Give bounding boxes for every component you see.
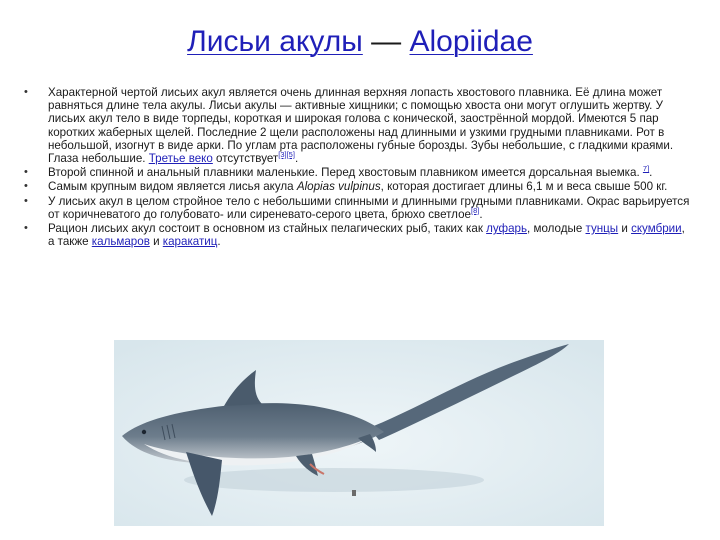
shark-illustration — [114, 340, 604, 526]
bullet-text: Рацион лисьих акул состоит в основном из стайных пелагических рыб, таких как — [48, 222, 487, 236]
page-title — [0, 22, 720, 62]
bullet-text: , а также — [48, 222, 685, 249]
bullet-text: . — [294, 152, 299, 166]
bullet-marker: • — [24, 86, 28, 98]
bullet-text: , которая достигает длины 6,1 м и веса свыше 500 кг. — [380, 180, 668, 194]
bullet-item-tail — [22, 86, 692, 165]
bullet-item-body-color — [22, 195, 692, 221]
bullet-text: . — [217, 235, 221, 249]
link-squid[interactable]: кальмаров — [91, 235, 150, 249]
footnote-ref[interactable]: 7] — [642, 164, 650, 174]
bullet-text: Самым крупным видом является лисья акула — [48, 180, 297, 194]
bullet-text: и — [618, 222, 632, 236]
link-tuna[interactable]: тунцы — [585, 222, 619, 236]
bullet-text: У лисьих акул в целом стройное тело с небольшими спинными и длинными грудными плавниками. Окрас варьируется от коричневатого до голубовато- или сиреневато-серого цвета, брюхо светлое — [48, 194, 690, 221]
bullet-marker: • — [24, 194, 28, 207]
bullet-text: . — [479, 207, 483, 221]
footnote-ref[interactable]: [8] — [470, 205, 480, 215]
link-mackerel[interactable]: скумбрии — [631, 222, 682, 236]
bullet-text: , молодые — [527, 222, 586, 236]
title-link-russian[interactable]: Лисьи акулы — [187, 25, 363, 58]
bullet-text: Второй спинной и анальный плавники маленькие. Перед хвостовым плавником имеется дорсальная выемка. — [48, 166, 643, 180]
footnote-ref[interactable]: [3][5] — [278, 150, 295, 160]
link-third-eyelid[interactable]: Третье веко — [148, 152, 213, 166]
bullet-marker: • — [24, 166, 28, 179]
bullet-text: Характерной чертой лисьих акул является очень длинная верхняя лопасть хвостового плавника. Её длина может равняться длине тела акулы. Лисьи акулы — активные хищники; с помощью хвоста они могут оглушить жертву. У лисьих акул тело в виде торпеды, короткая и широкая голова с конической, заострённой мордой. Имеются 5 пар коротких жаберных щелей. Последние 2 щели расположены над длинными и узкими грудными плавниками. Рот в небольшой, изогнут в виде арки. По углам рта расположены губные борозды. Зубы небольшие, с гладкими краями. Глаза небольшие. — [48, 86, 674, 166]
species-name: Alopias vulpinus — [296, 180, 381, 194]
bullet-text: отсутствует — [212, 152, 279, 166]
bullet-text: . — [649, 166, 653, 180]
thresher-shark-photo — [114, 340, 604, 526]
bullet-list — [22, 86, 692, 249]
bullet-text: и — [149, 235, 163, 249]
bullet-item-diet — [22, 222, 692, 248]
bullet-marker: • — [24, 180, 28, 193]
link-bluefish[interactable]: луфарь — [486, 222, 528, 236]
bullet-item-largest-species — [22, 180, 692, 193]
link-cuttlefish[interactable]: каракатиц — [162, 235, 218, 249]
shark-eye — [142, 430, 146, 434]
title-dash: — — [362, 25, 410, 58]
shark-shadow — [184, 468, 484, 492]
bullet-item-fins — [22, 166, 692, 179]
photo-tag — [352, 490, 356, 496]
title-link-latin[interactable]: Alopiidae — [409, 25, 533, 58]
bullet-marker: • — [24, 222, 28, 235]
